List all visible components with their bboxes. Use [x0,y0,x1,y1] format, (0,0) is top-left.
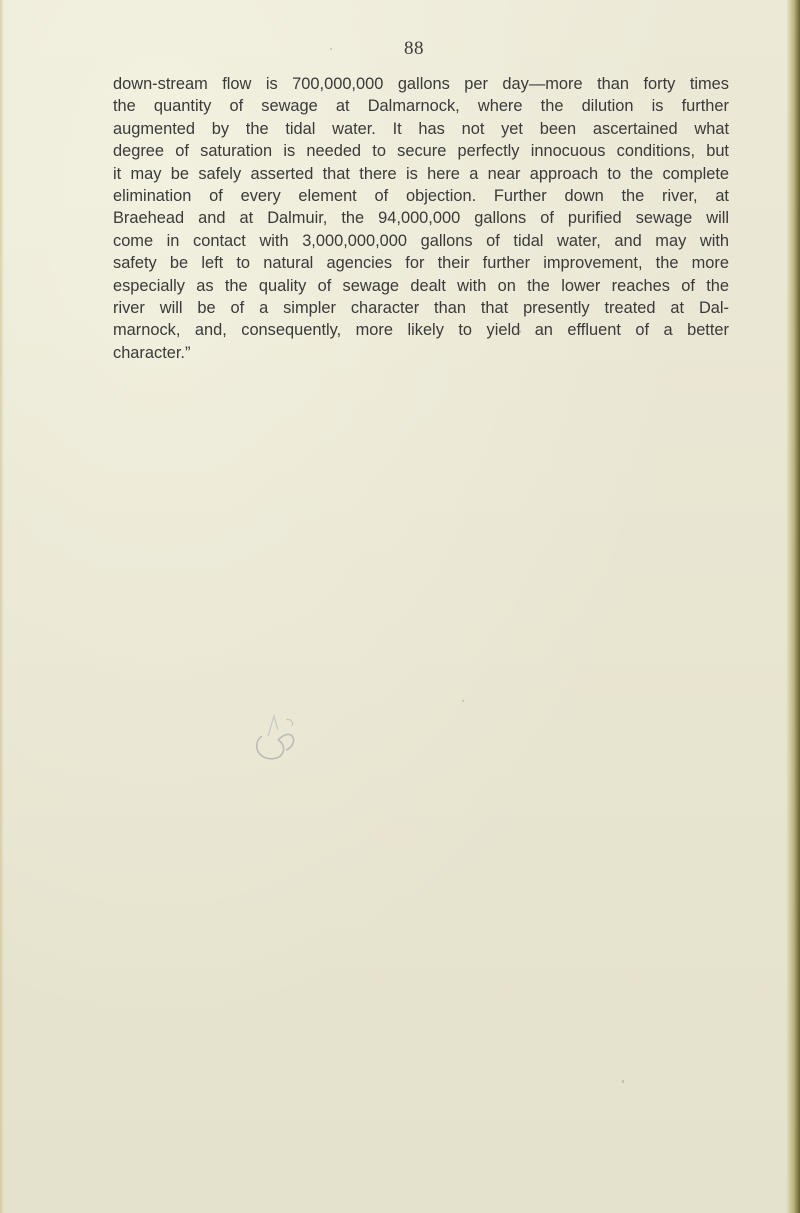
paper-speck [462,700,464,702]
text-line: come in contact with 3,000,000,000 gallons of tidal water, and may with [113,231,729,250]
library-stamp-mark-icon [248,706,308,762]
body-paragraph [113,73,729,364]
page-left-edge [0,0,4,1213]
text-line: safety be left to natural agencies for their further improvement, the more [113,254,729,273]
text-line: Braehead and at Dalmuir, the 94,000,000 gallons of purified sewage will [113,209,729,228]
text-line: degree of saturation is needed to secure perfectly innocuous conditions, but [113,142,729,161]
page-number: 88 [404,38,424,59]
paper-speck [518,330,521,333]
text-line: augmented by the tidal water. It has not yet been ascertained what [113,119,729,138]
page-right-edge-shadow [786,0,800,1213]
paper-speck [622,1080,624,1083]
text-line: elimination of every element of objection. Further down the river, at [113,187,729,206]
text-line: river will be of a simpler character than that presently treated at Dal- [113,299,729,318]
paper-speck [330,48,332,50]
text-line: it may be safely asserted that there is here a near approach to the complete [113,164,729,183]
text-line: the quantity of sewage at Dalmarnock, where the dilution is further [113,97,729,116]
text-line: down-stream flow is 700,000,000 gallons per day—more than forty times [113,75,729,93]
text-line: especially as the quality of sewage dealt with on the lower reaches of the [113,276,729,295]
text-line: marnock, and, consequently, more likely to yield an effluent of a better [113,321,729,340]
text-line: character.” [113,343,191,362]
